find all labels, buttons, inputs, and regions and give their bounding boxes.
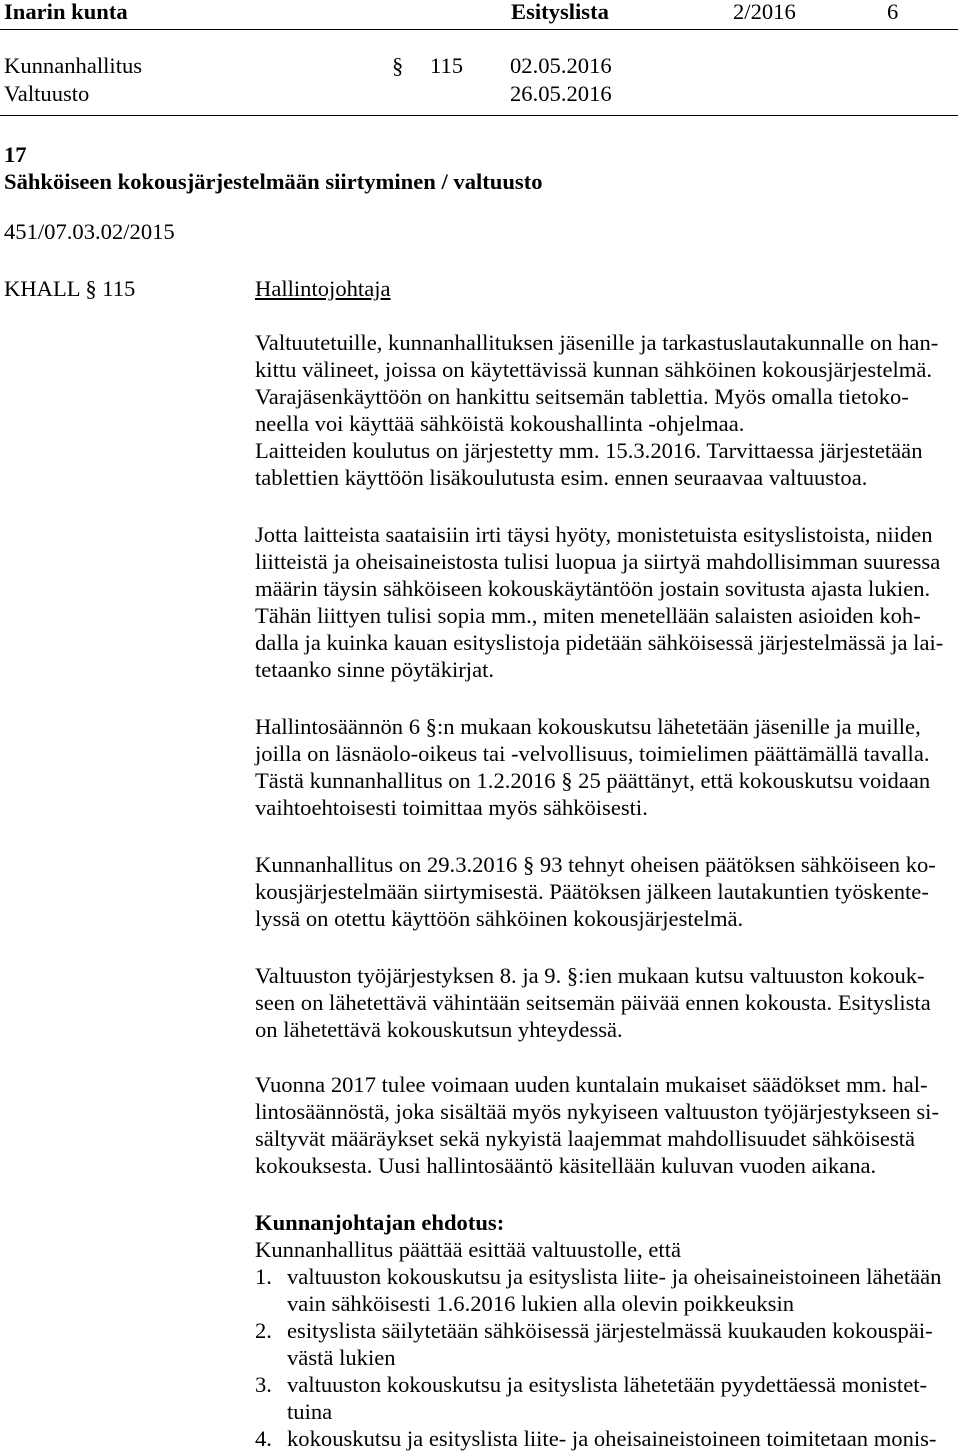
list-text (287, 1425, 936, 1452)
paragraph-line: Tähän liittyen tulisi sopia mm., miten menetellään salaisten asioiden koh- (255, 603, 921, 628)
paragraph-line: Laitteiden koulutus on järjestetty mm. 15.3.2016. Tarvittaessa järjestetään (255, 438, 923, 463)
list-item (255, 1371, 941, 1425)
paragraph-line: lyssä on otettu käyttöön sähköinen kokousjärjestelmä. (255, 906, 744, 931)
organization-name: Inarin kunta (4, 0, 128, 24)
meeting-date: 02.05.2016 (510, 53, 612, 78)
paragraph-line: kittu välineet, joissa on käytettävissä kunnan sähköinen kokousjärjestelmä. (255, 357, 933, 382)
paragraph-5 (255, 962, 931, 1043)
paragraph-line: Vuonna 2017 tulee voimaan uuden kuntalain mukaiset säädökset mm. hal- (255, 1072, 928, 1097)
paragraph-2 (255, 521, 943, 683)
section-sign: § (392, 53, 404, 78)
proposal-intro: Kunnanhallitus päättää esittää valtuustolle, että (255, 1237, 682, 1262)
meeting-body: Kunnanhallitus (4, 53, 143, 78)
paragraph-line: joilla on läsnäolo-oikeus tai -velvollisuus, toimielimen päättämällä tavalla. (255, 741, 930, 766)
issue-number: 2/2016 (733, 0, 796, 24)
list-item (255, 1263, 941, 1317)
paragraph-line: määrin täysin sähköiseen kokouskäytäntöön jostain sovitusta ajasta lukien. (255, 576, 931, 601)
list-line: tuina (287, 1399, 333, 1424)
list-text (287, 1371, 927, 1425)
proposal-section (255, 1209, 941, 1452)
paragraph-3 (255, 713, 930, 821)
paragraph-line: tetaanko sinne pöytäkirjat. (255, 657, 495, 682)
list-line: valtuuston kokouskutsu ja esityslista lähetetään pyydettäessä monistet- (287, 1372, 928, 1397)
board-reference: KHALL § 115 (4, 276, 136, 301)
meeting-info-rule (0, 115, 958, 116)
list-text (287, 1317, 933, 1371)
paragraph-line: Tästä kunnanhallitus on 1.2.2016 § 25 päättänyt, että kokouskutsu voidaan (255, 768, 931, 793)
paragraph-line: kokouksesta. Uusi hallintosääntö käsitellään kuluvan vuoden aikana. (255, 1153, 877, 1178)
header-rule (0, 29, 958, 30)
list-line: kokouskutsu ja esityslista liite- ja oheisaineistoineen toimitetaan monis- (287, 1426, 937, 1451)
list-text (287, 1263, 941, 1317)
meeting-date: 26.05.2016 (510, 81, 612, 106)
document-type: Esityslista (511, 0, 609, 24)
list-number: 4. (255, 1426, 272, 1451)
list-line: västä lukien (287, 1345, 396, 1370)
meeting-body: Valtuusto (4, 81, 90, 106)
list-line: valtuuston kokouskutsu ja esityslista liite- ja oheisaineistoineen lähetään (287, 1264, 942, 1289)
page-number: 6 (887, 0, 899, 24)
paragraph-line: Jotta laitteista saataisiin irti täysi hyöty, monistetuista esityslistoista, niiden (255, 522, 933, 547)
paragraph-line: Valtuuston työjärjestyksen 8. ja 9. §:ien mukaan kutsu valtuuston kokouk- (255, 963, 925, 988)
item-title: Sähköiseen kokousjärjestelmään siirtyminen / valtuusto (4, 169, 543, 194)
paragraph-line: Hallintosäännön 6 §:n mukaan kokouskutsu lähetetään jäsenille ja muille, (255, 714, 921, 739)
list-line: vain sähköisesti 1.6.2016 lukien alla olevin poikkeuksin (287, 1291, 795, 1316)
paragraph-line: on lähetettävä kokouskutsun yhteydessä. (255, 1017, 623, 1042)
paragraph-line: kousjärjestelmään siirtymisestä. Päätöksen jälkeen lautakuntien työskente- (255, 879, 929, 904)
proposal-heading: Kunnanjohtajan ehdotus: (255, 1210, 505, 1235)
paragraph-6 (255, 1071, 939, 1179)
paragraph-line: tablettien käyttöön lisäkoulutusta esim. ennen seuraavaa valtuustoa. (255, 465, 868, 490)
paragraph-line: lintosäännöstä, joka sisältää myös nykyiseen valtuuston työjärjestykseen si- (255, 1099, 939, 1124)
list-line: esityslista säilytetään sähköisessä järjestelmässä kuukauden kokouspäi- (287, 1318, 933, 1343)
paragraph-line: sältyvät määräykset sekä nykyistä laajemmat mahdollisuudet sähköisestä (255, 1126, 916, 1151)
paragraph-line: vaihtoehtoisesti toimittaa myös sähköisesti. (255, 795, 648, 820)
paragraph-line: seen on lähetettävä vähintään seitsemän päivää ennen kokousta. Esityslista (255, 990, 931, 1015)
list-item (255, 1425, 941, 1452)
item-number: 17 (4, 142, 27, 167)
paragraph-line: Kunnanhallitus on 29.3.2016 § 93 tehnyt oheisen päätöksen sähköiseen ko- (255, 852, 936, 877)
paragraph-4 (255, 851, 936, 932)
paragraph-1 (255, 329, 938, 491)
list-number: 2. (255, 1318, 272, 1343)
list-number: 1. (255, 1264, 272, 1289)
list-item (255, 1317, 941, 1371)
paragraph-line: liitteistä ja oheisaineistosta tulisi luopua ja siirtyä mahdollisimman suuressa (255, 549, 941, 574)
paragraph-line: Valtuutetuille, kunnanhallituksen jäsenille ja tarkastuslautakunnalle on han- (255, 330, 939, 355)
paragraph-line: Varajäsenkäyttöön on hankittu seitsemän tablettia. Myös omalla tietoko- (255, 384, 909, 409)
paragraph-line: dalla ja kuinka kauan esityslistoja pidetään sähköisessä järjestelmässä ja lai- (255, 630, 944, 655)
section-number: 115 (430, 53, 464, 78)
list-number: 3. (255, 1372, 272, 1397)
paragraph-line: neella voi käyttää sähköistä kokoushallinta -ohjelmaa. (255, 411, 745, 436)
record-number: 451/07.03.02/2015 (4, 219, 175, 244)
presenter: Hallintojohtaja (255, 276, 391, 301)
